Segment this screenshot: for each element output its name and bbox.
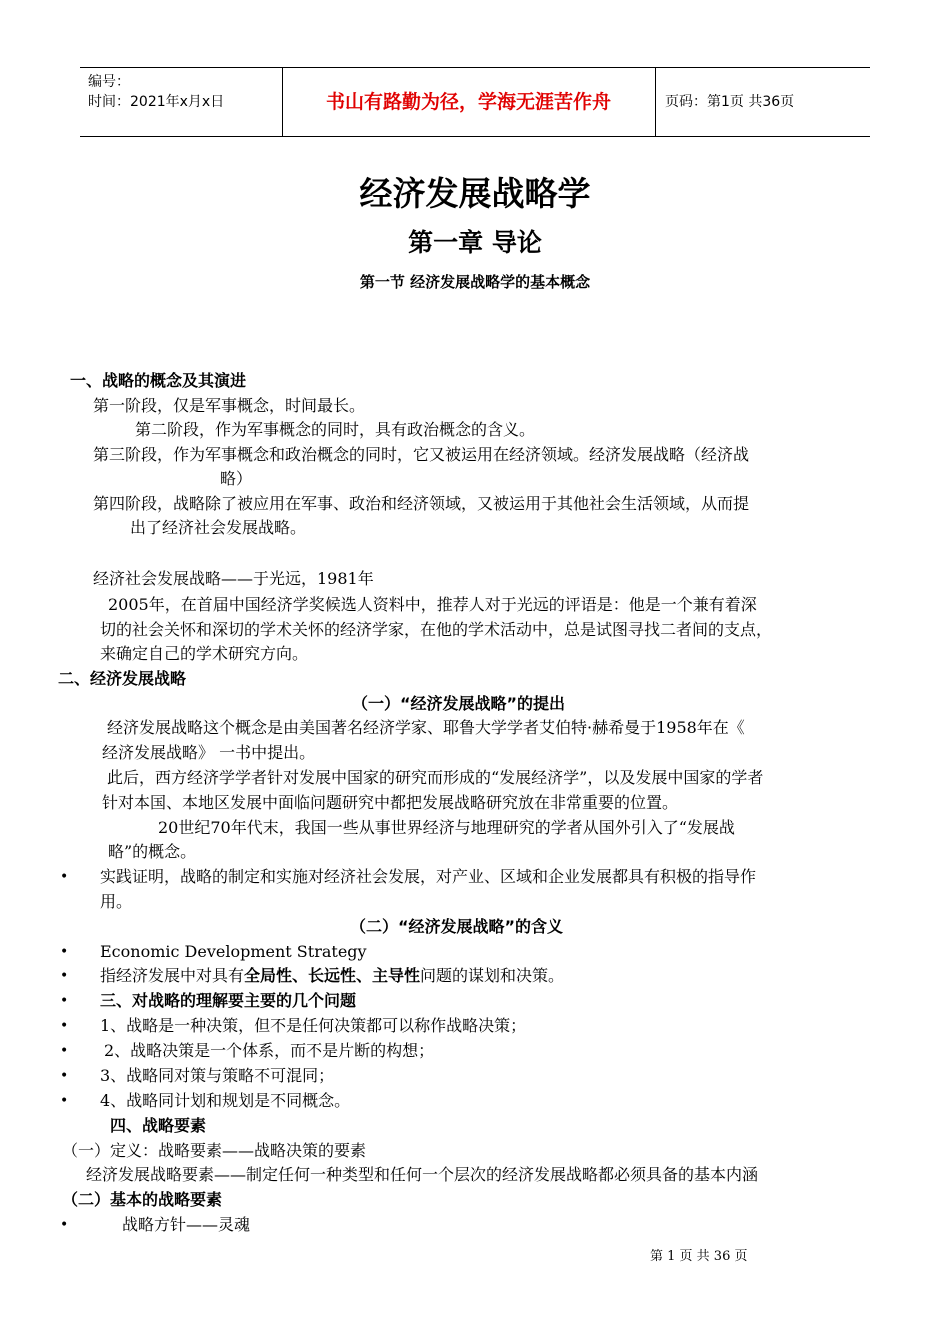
chapter-title: 第一章 导论 [408,228,542,257]
section-title: 第一节 经济发展战略学的基本概念 [359,273,591,291]
s2-p1: 经济发展战略这个概念是由美国著名经济学家、耶鲁大学学者艾伯特·赫希曼于1958年在《 [107,718,745,737]
header-motto: 书山有路勤为径，学海无涯苦作舟 [325,91,611,113]
page-header [80,67,870,137]
s2-p3: 20世纪70年代末，我国一些从事世界经济与地理研究的学者从国外引入了“发展战 [158,818,735,837]
s1-p2: 第二阶段，作为军事概念的同时，具有政治概念的含义。 [135,420,536,439]
def-bold: 全局性、长远性、主导性 [244,966,421,985]
s3-item-4: 4、战略同计划和规划是不同概念。 [100,1091,351,1110]
s2-p4: 实践证明，战略的制定和实施对经济社会发展，对产业、区域和企业发展都具有积极的指导作 [100,867,757,886]
s1-p4-cont: 出了经济社会发展战略。 [130,518,307,537]
bullet: • [60,1018,69,1034]
s4-item-1: 战略方针——灵魂 [122,1215,251,1234]
s4-p2: 经济发展战略要素——制定任何一种类型和任何一个层次的经济发展战略都必须具备的基本内涵 [86,1165,759,1184]
s1-p6-cont2: 来确定自己的学术研究方向。 [100,644,309,663]
s2-sub1: （一）“经济发展战略”的提出 [352,694,566,713]
s4-p1: （一）定义：战略要素——战略决策的要素 [62,1141,367,1160]
header-divider [655,68,656,136]
s1-p6: 2005年，在首届中国经济学奖候选人资料中，推荐人对于光远的评语是：他是一个兼有着深 [108,595,757,614]
s2-p4-cont: 用。 [100,892,133,911]
s1-p3-cont: 略） [220,469,253,488]
s2-p1-cont: 经济发展战略》 一书中提出。 [102,743,316,762]
s1-p3: 第三阶段，作为军事概念和政治概念的同时，它又被运用在经济领域。经济发展战略（经济战 [93,445,750,464]
s3-item-3: 3、战略同对策与策略不可混同； [100,1066,335,1085]
bullet: • [60,993,69,1009]
s1-heading: 一、战略的概念及其演进 [70,371,247,390]
s2-p3-cont: 略”的概念。 [108,842,197,861]
bullet: • [60,968,69,984]
s4-sub2: （二）基本的战略要素 [62,1190,223,1209]
bullet: • [60,944,69,960]
s2-heading: 二、经济发展战略 [58,669,187,688]
s1-p4: 第四阶段，战略除了被应用在军事、政治和经济领域，又被运用于其他社会生活领域，从而提 [93,494,750,513]
page-footer: 第 1 页 共 36 页 [650,1249,748,1264]
doc-date-label: 时间：2021年x月x日 [88,94,225,110]
def-pre: 指经济发展中对具有 [100,966,245,985]
s3-heading: 三、对战略的理解要主要的几个问题 [100,991,357,1010]
doc-title: 经济发展战略学 [359,174,591,213]
s2-sub2: （二）“经济发展战略”的含义 [350,917,564,936]
s4-heading: 四、战略要素 [110,1116,207,1135]
bullet: • [60,1043,69,1059]
doc-number-label: 编号： [88,74,130,90]
header-page-label: 页码：第1页 共36页 [665,94,795,110]
s1-p5: 经济社会发展战略——于光远，1981年 [93,569,374,588]
bullet: • [60,1217,69,1233]
bullet: • [60,869,69,885]
s3-item-2: 2、战略决策是一个体系，而不是片断的构想； [104,1041,435,1060]
s3-item-1: 1、战略是一种决策，但不是任何决策都可以称作战略决策； [100,1016,527,1035]
s2-definition [100,964,564,988]
header-meta [88,72,224,112]
s2-p2: 此后，西方经济学学者针对发展中国家的研究而形成的“发展经济学”，以及发展中国家的学者 [107,768,764,787]
def-post: 问题的谋划和决策。 [420,966,565,985]
s2-english-term: Economic Development Strategy [100,942,367,961]
s2-p2-cont: 针对本国、本地区发展中面临问题研究中都把发展战略研究放在非常重要的位置。 [102,793,679,812]
s1-p1: 第一阶段，仅是军事概念，时间最长。 [93,396,366,415]
bullet: • [60,1068,69,1084]
bullet: • [60,1093,69,1109]
s1-p6-cont1: 切的社会关怀和深切的学术关怀的经济学家，在他的学术活动中，总是试图寻找二者间的支点， [100,620,773,639]
